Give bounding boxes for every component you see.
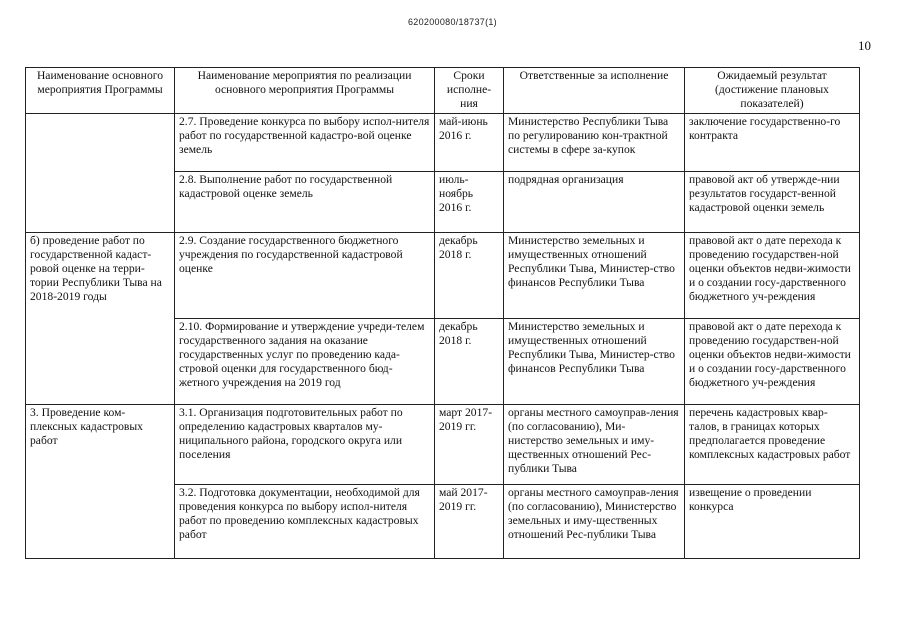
cell-result: правовой акт о дате перехода к проведению государствен-ной оценки объектов недви-жимости и о создании госу-дарственного бюджетного уч-реждения <box>685 233 860 319</box>
cell-responsible: Министерство земельных и имущественных отношений Республики Тыва, Министер-ство финансов Республики Тыва <box>504 233 685 319</box>
cell-responsible: органы местного самоуправ-ления (по согласованию), Ми-нистерство земельных и иму-щественных отношений Рес-публики Тыва <box>504 405 685 485</box>
program-table <box>25 67 860 559</box>
cell-main-activity: 3. Проведение ком-плексных кадастровых работ <box>26 405 175 559</box>
cell-result: перечень кадастровых квар-талов, в границах которых предполагается проведение комплексных кадастровых работ <box>685 405 860 485</box>
cell-result: заключение государственно-го контракта <box>685 114 860 172</box>
table-row <box>26 114 860 172</box>
cell-activity: 3.1. Организация подготовительных работ по определению кадастровых кварталов му-ниципального района, городского округа или поселения <box>175 405 435 485</box>
cell-responsible: Министерство земельных и имущественных отношений Республики Тыва, Министер-ство финансов Республики Тыва <box>504 319 685 405</box>
cell-term: май-июнь 2016 г. <box>435 114 504 172</box>
cell-term: декабрь 2018 г. <box>435 319 504 405</box>
page-number: 10 <box>858 38 871 53</box>
table-header-row <box>26 68 860 114</box>
cell-result: правовой акт об утвержде-нии результатов государст-венной кадастровой оценки земель <box>685 172 860 233</box>
document-id: 620200080/18737(1) <box>408 17 497 27</box>
table-row <box>26 405 860 485</box>
cell-result: извещение о проведении конкурса <box>685 485 860 559</box>
header-responsible: Ответственные за исполнение <box>504 68 685 114</box>
cell-term: июль-ноябрь 2016 г. <box>435 172 504 233</box>
cell-activity: 2.7. Проведение конкурса по выбору испол-нителя работ по государственной кадастро-вой оценке земель <box>175 114 435 172</box>
header-term: Сроки исполне-ния <box>435 68 504 114</box>
cell-activity: 2.8. Выполнение работ по государственной кадастровой оценке земель <box>175 172 435 233</box>
cell-activity: 2.10. Формирование и утверждение учреди-телем государственного задания на оказание государственных услуг по проведению када-стровой оценки для государственного бюд-жетного учреждения на 2019 год <box>175 319 435 405</box>
cell-result: правовой акт о дате перехода к проведению государствен-ной оценки объектов недви-жимости и о создании госу-дарственного бюджетного уч-реждения <box>685 319 860 405</box>
cell-main-activity: б) проведение работ по государственной кадаст-ровой оценке на терри-тории Республики Тыва на 2018-2019 годы <box>26 233 175 405</box>
cell-responsible: Министерство Республики Тыва по регулированию кон-трактной системы в сфере за-купок <box>504 114 685 172</box>
header-activity: Наименование мероприятия по реализации основного мероприятия Программы <box>175 68 435 114</box>
cell-activity: 3.2. Подготовка документации, необходимой для проведения конкурса по выбору испол-нителя работ по проведению комплексных кадастровых работ <box>175 485 435 559</box>
cell-activity: 2.9. Создание государственного бюджетного учреждения по государственной кадастровой оценке <box>175 233 435 319</box>
cell-term: декабрь 2018 г. <box>435 233 504 319</box>
header-result: Ожидаемый результат (достижение плановых показателей) <box>685 68 860 114</box>
cell-responsible: органы местного самоуправ-ления (по согласованию), Министерство земельных и иму-щественных отношений Рес-публики Тыва <box>504 485 685 559</box>
cell-term: май 2017-2019 гг. <box>435 485 504 559</box>
cell-main-activity <box>26 114 175 233</box>
cell-term: март 2017-2019 гг. <box>435 405 504 485</box>
cell-responsible: подрядная организация <box>504 172 685 233</box>
header-main-activity: Наименование основного мероприятия Программы <box>26 68 175 114</box>
table-row <box>26 233 860 319</box>
